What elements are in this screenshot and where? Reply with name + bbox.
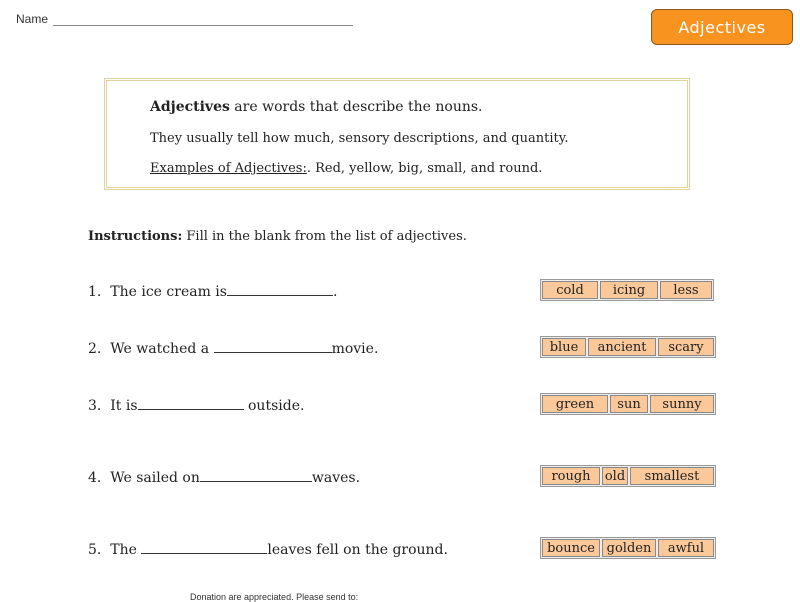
word-choice[interactable]: golden	[602, 539, 656, 557]
word-choice[interactable]: cold	[542, 281, 598, 299]
question-text-after: waves.	[311, 470, 361, 486]
word-choices	[540, 465, 716, 487]
answer-blank[interactable]	[200, 469, 312, 482]
word-choice[interactable]: bounce	[542, 539, 600, 557]
question-text-after: leaves fell on the ground.	[267, 542, 448, 558]
question-number: 1.	[88, 284, 102, 300]
question-text-before: The	[110, 542, 142, 558]
answer-blank[interactable]	[141, 541, 267, 554]
examples-label: Examples of Adjectives:	[150, 161, 307, 176]
word-choice[interactable]: rough	[542, 467, 600, 485]
word-choice[interactable]: blue	[542, 338, 586, 356]
definition-text: are words that describe the nouns.	[229, 99, 483, 115]
question-text-after: .	[332, 284, 338, 300]
question-text-before: We watched a	[110, 341, 214, 357]
instructions-label: Instructions:	[88, 229, 183, 244]
question-4	[88, 469, 360, 486]
question-text-before: We sailed on	[110, 470, 200, 486]
word-choices	[540, 393, 716, 415]
word-choices	[540, 279, 714, 301]
answer-blank[interactable]	[214, 340, 332, 353]
word-choice[interactable]: less	[660, 281, 712, 299]
term: Adjectives	[150, 99, 230, 115]
question-number: 5.	[88, 542, 102, 558]
definition-line	[150, 99, 482, 115]
word-choice[interactable]: old	[602, 467, 628, 485]
instructions-text: Fill in the blank from the list of adjectives.	[182, 229, 467, 244]
question-text-after: movie.	[331, 341, 379, 357]
name-label: Name	[16, 12, 49, 26]
word-choices	[540, 537, 716, 559]
question-3	[88, 397, 304, 414]
word-choice[interactable]: ancient	[588, 338, 656, 356]
answer-blank[interactable]	[227, 283, 333, 296]
answer-blank[interactable]	[138, 397, 244, 410]
word-choices	[540, 336, 716, 358]
word-choice[interactable]: smallest	[630, 467, 714, 485]
question-number: 3.	[88, 398, 102, 414]
question-text-before: It is	[110, 398, 138, 414]
question-5	[88, 541, 448, 558]
title-badge: Adjectives	[651, 9, 793, 45]
word-choice[interactable]: icing	[600, 281, 658, 299]
word-choice[interactable]: sunny	[650, 395, 714, 413]
question-number: 2.	[88, 341, 102, 357]
word-choice[interactable]: green	[542, 395, 608, 413]
definition-box	[104, 78, 690, 190]
instructions	[88, 229, 467, 244]
examples-line	[150, 161, 542, 176]
question-2	[88, 340, 378, 357]
description-line: They usually tell how much, sensory descriptions, and quantity.	[150, 131, 569, 146]
question-text-after: outside.	[243, 398, 305, 414]
name-input-line[interactable]	[53, 25, 353, 26]
examples-text: . Red, yellow, big, small, and round.	[306, 161, 543, 176]
word-choice[interactable]: scary	[658, 338, 714, 356]
word-choice[interactable]: sun	[610, 395, 648, 413]
question-text-before: The ice cream is	[110, 284, 227, 300]
word-choice[interactable]: awful	[658, 539, 714, 557]
donation-note: Donation are appreciated. Please send to:	[190, 592, 359, 602]
question-number: 4.	[88, 470, 102, 486]
question-1	[88, 283, 337, 300]
